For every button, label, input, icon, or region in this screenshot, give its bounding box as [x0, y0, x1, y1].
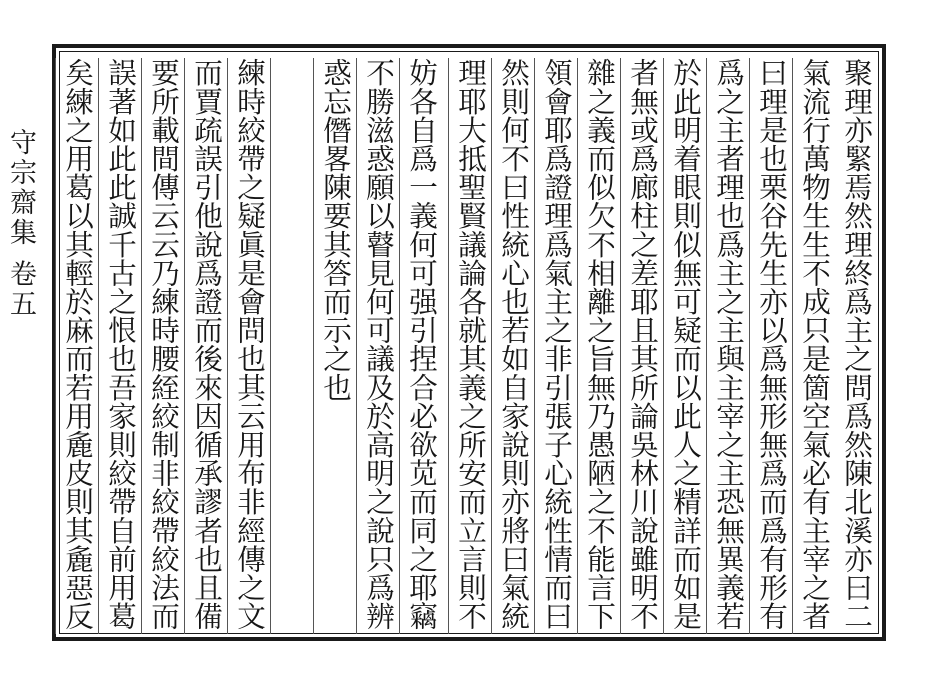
text-column-l3: 惑忘僭畧陳要其答而示之也: [313, 58, 358, 634]
text-column-l7: 要所載間傳云云乃練時腰絰絞制非絞帶絞法而: [141, 58, 186, 634]
text-column-r3: 曰理是也栗谷先生亦以爲無形無爲而爲有形有: [749, 58, 794, 634]
text-column-l2: 不勝滋惑願以瞽見何可議及於高明之說只爲辨: [356, 58, 401, 634]
text-column-r4: 爲之主者理也爲主之主與主宰之主恐無異義若: [706, 58, 751, 634]
text-column-l9: 矣練之用葛以其輕於麻而若用麁皮則其麁惡反: [55, 58, 100, 634]
side-title: 守宗齋集 卷五: [5, 128, 36, 320]
text-column-r2: 氣流行萬物生生不成只是箇空氣必有主宰之者: [792, 58, 837, 634]
text-column-r10: 理耶大抵聖賢議論各就其義之所安而立言則不: [448, 58, 493, 634]
text-column-r9: 然則何不曰性統心也若如自家說則亦將曰氣統: [491, 58, 536, 634]
text-column-l5: 練時絞帶之疑眞是會問也其云用布非經傳之文: [227, 58, 272, 634]
text-column-l4-heading-slot: [270, 58, 315, 634]
page-frame: [52, 44, 886, 641]
text-column-l6: 而賈疏誤引他說爲證而後來因循承謬者也且備: [184, 58, 229, 634]
text-column-r8: 領會耶爲證理爲氣主之非引張子心統性情而曰: [534, 58, 579, 634]
text-column-r7: 雜之義而似欠不相離之旨無乃愚陋之不能言下: [577, 58, 622, 634]
text-column-r6: 者無或爲廊柱之差耶且其所論吳林川說雖明不: [620, 58, 665, 634]
text-column-r5: 於此明着眼則似無可疑而以此人之精詳而如是: [663, 58, 708, 634]
text-column-l8: 誤著如此此誠千古之恨也吾家則絞帶自前用葛: [98, 58, 143, 634]
text-column-l1: 妨各自爲一義何可强引捏合必欲苋而同之耶竊: [399, 58, 444, 634]
text-column-r1: 聚理亦緊焉然理終爲主之問爲然陳北溪亦曰二: [840, 58, 874, 630]
